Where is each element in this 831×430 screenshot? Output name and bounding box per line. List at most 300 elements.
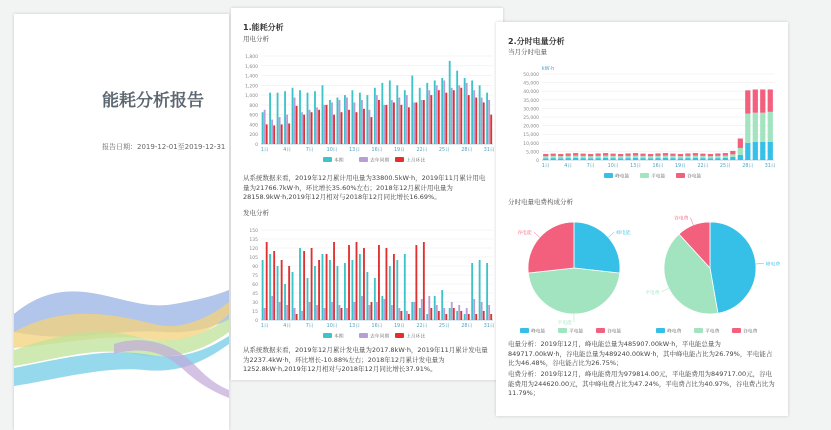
bar bbox=[434, 80, 436, 144]
bar bbox=[361, 100, 363, 144]
bar-segment bbox=[640, 158, 645, 160]
bar-segment bbox=[603, 158, 608, 160]
y-tick-label: 35,000 bbox=[523, 98, 539, 104]
bar bbox=[404, 254, 406, 320]
y-tick-label: 0 bbox=[255, 319, 258, 324]
bar bbox=[464, 314, 466, 320]
bar bbox=[406, 95, 408, 144]
bar bbox=[314, 266, 316, 320]
time-of-use-page bbox=[496, 22, 788, 416]
bar-segment bbox=[745, 90, 750, 113]
bar bbox=[292, 272, 294, 320]
bar-segment bbox=[610, 158, 615, 160]
bar bbox=[479, 85, 481, 144]
y-tick-label: 15 bbox=[252, 310, 258, 315]
bar bbox=[438, 311, 440, 320]
bar-segment bbox=[603, 153, 608, 155]
bar-segment bbox=[610, 154, 615, 156]
bar bbox=[371, 117, 373, 144]
bar bbox=[486, 93, 488, 144]
bar bbox=[426, 83, 428, 144]
bar bbox=[309, 110, 311, 144]
bar bbox=[404, 90, 406, 144]
bar bbox=[337, 98, 339, 144]
x-tick-label: 25日 bbox=[719, 164, 731, 169]
x-tick-label: 22日 bbox=[416, 324, 428, 329]
pie-slice-label: 谷电能 bbox=[517, 230, 532, 236]
bar bbox=[354, 302, 356, 320]
legend-swatch bbox=[395, 333, 404, 338]
x-tick-label: 22日 bbox=[416, 148, 428, 153]
pie-slice bbox=[710, 222, 756, 313]
bar bbox=[378, 245, 380, 320]
bar bbox=[443, 308, 445, 320]
bar-segment bbox=[551, 156, 556, 158]
bar bbox=[326, 105, 328, 144]
bar bbox=[376, 302, 378, 320]
bar-segment bbox=[573, 158, 578, 160]
x-tick-label: 1日 bbox=[260, 324, 269, 329]
legend-swatch bbox=[732, 328, 741, 333]
bar-segment bbox=[753, 113, 758, 142]
y-tick-label: 20,000 bbox=[523, 124, 539, 130]
bar-segment bbox=[640, 154, 645, 156]
bar bbox=[396, 85, 398, 144]
bar-segment bbox=[738, 139, 743, 148]
bar-segment bbox=[730, 154, 735, 157]
bar bbox=[423, 242, 425, 320]
bar bbox=[344, 263, 346, 320]
legend-label: 谷电能 bbox=[687, 174, 702, 180]
y-tick-label: 50,000 bbox=[523, 73, 539, 78]
bar bbox=[299, 90, 301, 144]
bar bbox=[348, 245, 350, 320]
x-tick-label: 16日 bbox=[371, 148, 383, 153]
bar bbox=[366, 95, 368, 144]
bar bbox=[279, 302, 281, 320]
pie-slice-label: 峰电费 bbox=[765, 262, 781, 268]
bar bbox=[396, 260, 398, 320]
bar bbox=[286, 305, 288, 320]
bar bbox=[269, 254, 271, 320]
x-tick-label: 7日 bbox=[586, 164, 595, 169]
bar-segment bbox=[581, 154, 586, 156]
legend-swatch bbox=[596, 328, 605, 333]
bar-segment bbox=[768, 112, 773, 142]
legend-swatch bbox=[558, 328, 567, 333]
energy-composition-text: 电量分析：2019年12月，峰电能总量为485907.00kW·h，平电能总量为849717.00kW·h，谷电能总量为489240.00kW·h，其中峰电能占比为26.79%，平电能占比为46.48%，谷电能占比为26.75%； bbox=[508, 340, 773, 367]
bar bbox=[436, 305, 438, 320]
bar bbox=[301, 311, 303, 320]
legend-label: 去年同期 bbox=[370, 158, 390, 164]
cover-ribbon-decoration bbox=[14, 14, 229, 430]
bar bbox=[445, 314, 447, 320]
bar-segment bbox=[648, 158, 653, 160]
bar bbox=[488, 305, 490, 320]
bar-segment bbox=[596, 153, 601, 155]
bar-segment bbox=[566, 153, 571, 155]
bar bbox=[324, 105, 326, 144]
bar bbox=[383, 299, 385, 320]
energy-analysis-page bbox=[231, 8, 503, 380]
y-tick-label: 90 bbox=[252, 265, 258, 270]
bar-segment bbox=[543, 156, 548, 158]
y-tick-label: 25,000 bbox=[523, 116, 539, 121]
bar-segment bbox=[655, 153, 660, 155]
pie-slice-label: 平电费 bbox=[645, 290, 660, 296]
report-date-range: 2019-12-01至2019-12-31 bbox=[137, 143, 226, 151]
pie-leader-line bbox=[690, 218, 693, 225]
x-tick-label: 10日 bbox=[326, 148, 338, 153]
bar-segment bbox=[685, 156, 690, 158]
bar bbox=[266, 242, 268, 320]
bar bbox=[456, 71, 458, 144]
bar bbox=[381, 296, 383, 320]
bar bbox=[413, 102, 415, 144]
legend-swatch bbox=[694, 328, 703, 333]
bar-segment bbox=[685, 158, 690, 160]
bar-segment bbox=[753, 142, 758, 160]
bar bbox=[307, 93, 309, 144]
y-tick-label: 0 bbox=[255, 143, 258, 148]
bar bbox=[311, 248, 313, 320]
bar bbox=[348, 110, 350, 144]
legend-label: 谷电能 bbox=[607, 329, 622, 335]
bar bbox=[284, 284, 286, 320]
bar bbox=[296, 314, 298, 320]
bar-segment bbox=[708, 154, 713, 156]
bar bbox=[411, 302, 413, 320]
bar-segment bbox=[551, 154, 556, 156]
y-tick-label: 40,000 bbox=[523, 90, 539, 96]
bar-segment bbox=[715, 156, 720, 158]
bar bbox=[408, 107, 410, 144]
report-title: 能耗分析报告 bbox=[102, 91, 204, 111]
x-tick-label: 28日 bbox=[461, 148, 473, 153]
y-tick-label: 1,200 bbox=[245, 84, 258, 90]
bar bbox=[366, 272, 368, 320]
bar bbox=[386, 105, 388, 144]
bar bbox=[314, 91, 316, 144]
bar bbox=[383, 105, 385, 144]
generation-analysis-text: 从系统数据来看，2019年12月累计发电量为2017.8kW·h，2019年11月累计发电量为2237.4kW·h，环比增长-10.88%左右；2018年12月累计发电量为1252.8kW·h,2019年12月相对与2018年12月同比增长37.91%。 bbox=[243, 346, 488, 373]
bar bbox=[374, 278, 376, 320]
bar bbox=[341, 112, 343, 144]
cost-composition-pies bbox=[496, 206, 788, 346]
bar bbox=[486, 263, 488, 320]
bar-segment bbox=[633, 156, 638, 158]
bar bbox=[479, 260, 481, 320]
bar bbox=[428, 90, 430, 144]
x-tick-label: 13日 bbox=[630, 164, 642, 169]
y-tick-label: 150 bbox=[249, 229, 258, 234]
y-tick-label: 10,000 bbox=[523, 141, 539, 147]
y-tick-label: 45 bbox=[252, 292, 258, 297]
bar bbox=[339, 305, 341, 320]
bar bbox=[460, 88, 462, 144]
x-tick-label: 31日 bbox=[483, 324, 495, 329]
bar bbox=[430, 95, 432, 144]
bar bbox=[468, 314, 470, 320]
y-axis-unit: kW·h bbox=[541, 66, 555, 72]
bar bbox=[468, 95, 470, 144]
bar-segment bbox=[700, 154, 705, 156]
x-tick-label: 4日 bbox=[564, 164, 573, 169]
bar bbox=[391, 305, 393, 320]
bar-segment bbox=[596, 156, 601, 158]
bar bbox=[279, 117, 281, 144]
x-tick-label: 4日 bbox=[283, 324, 292, 329]
y-tick-label: 800 bbox=[249, 103, 258, 109]
bar bbox=[363, 109, 365, 144]
section-title-time-of-use: 2.分时电量分析 bbox=[508, 37, 565, 46]
x-tick-label: 19日 bbox=[393, 324, 405, 329]
legend-label: 上月环比 bbox=[406, 334, 426, 340]
bar bbox=[386, 248, 388, 320]
pie-leader-line bbox=[662, 288, 669, 292]
bar bbox=[356, 112, 358, 144]
bar bbox=[483, 102, 485, 144]
x-tick-label: 16日 bbox=[371, 324, 383, 329]
x-tick-label: 22日 bbox=[697, 164, 709, 169]
y-tick-label: 15,000 bbox=[523, 133, 539, 139]
pie-leader-line bbox=[756, 263, 764, 264]
legend-label: 平电能 bbox=[651, 174, 666, 180]
bar bbox=[262, 260, 264, 320]
x-tick-label: 25日 bbox=[438, 148, 450, 153]
bar-segment bbox=[625, 158, 630, 160]
bar bbox=[436, 85, 438, 144]
bar-segment bbox=[566, 158, 571, 160]
bar-segment bbox=[708, 156, 713, 158]
bar bbox=[303, 115, 305, 144]
bar bbox=[421, 100, 423, 144]
pie-slice-label: 谷电费 bbox=[674, 216, 689, 222]
bar-segment bbox=[543, 154, 548, 156]
bar-segment bbox=[745, 143, 750, 160]
bar bbox=[359, 93, 361, 144]
bar bbox=[428, 296, 430, 320]
bar bbox=[441, 290, 443, 320]
bar bbox=[281, 260, 283, 320]
bar bbox=[449, 308, 451, 320]
bar bbox=[400, 105, 402, 144]
bar bbox=[324, 308, 326, 320]
bar bbox=[346, 98, 348, 144]
x-tick-label: 7日 bbox=[305, 324, 314, 329]
y-tick-label: 60 bbox=[252, 283, 258, 288]
bar-segment bbox=[678, 158, 683, 160]
bar bbox=[415, 245, 417, 320]
pie-leader-line bbox=[608, 232, 614, 237]
section-title-energy: 1.能耗分析 bbox=[243, 23, 284, 32]
legend-swatch bbox=[359, 157, 368, 162]
bar bbox=[376, 95, 378, 144]
y-tick-label: 1,800 bbox=[245, 55, 258, 60]
legend-label: 本期 bbox=[334, 334, 344, 340]
bar bbox=[449, 61, 451, 144]
bar bbox=[451, 88, 453, 144]
bar bbox=[368, 305, 370, 320]
bar-segment bbox=[618, 154, 623, 156]
bar-segment bbox=[663, 153, 668, 155]
bar bbox=[415, 102, 417, 144]
legend-swatch bbox=[604, 173, 613, 178]
y-tick-label: 45,000 bbox=[523, 81, 539, 87]
bar-segment bbox=[768, 142, 773, 160]
bar bbox=[475, 98, 477, 144]
generation-chart bbox=[231, 216, 503, 340]
legend-swatch bbox=[640, 173, 649, 178]
bar-segment bbox=[573, 156, 578, 158]
electricity-analysis-text: 从系统数据来看，2019年12月累计用电量为33800.5kW·h，2019年11月累计用电量为21766.7kW·h，环比增长35.60%左右；2018年12月累计用电量为28158.9kW·h,2019年12月相对与2018年12月同比增长16.69%。 bbox=[243, 174, 486, 201]
bar bbox=[281, 124, 283, 144]
bar bbox=[322, 254, 324, 320]
bar-segment bbox=[768, 89, 773, 111]
bar bbox=[443, 80, 445, 144]
bar bbox=[299, 248, 301, 320]
bar bbox=[329, 260, 331, 320]
bar-segment bbox=[558, 156, 563, 158]
bar bbox=[426, 314, 428, 320]
bar bbox=[481, 302, 483, 320]
bar-segment bbox=[685, 153, 690, 155]
bar bbox=[288, 266, 290, 320]
bar-segment bbox=[693, 153, 698, 155]
bar bbox=[309, 302, 311, 320]
bar-segment bbox=[738, 155, 743, 160]
bar bbox=[490, 314, 492, 320]
y-tick-label: 1,000 bbox=[245, 94, 258, 100]
y-tick-label: 105 bbox=[249, 256, 258, 261]
y-tick-label: 1,400 bbox=[245, 74, 258, 80]
bar-segment bbox=[708, 158, 713, 160]
bar-segment bbox=[633, 153, 638, 155]
bar bbox=[339, 100, 341, 144]
y-tick-label: 30 bbox=[252, 301, 258, 306]
bar-segment bbox=[655, 156, 660, 158]
bar bbox=[490, 115, 492, 144]
x-tick-label: 19日 bbox=[393, 148, 405, 153]
bar bbox=[351, 90, 353, 144]
legend-label: 本期 bbox=[334, 158, 344, 164]
report-date bbox=[102, 142, 225, 152]
bar-segment bbox=[663, 158, 668, 160]
bar-segment bbox=[596, 158, 601, 160]
bar-segment bbox=[588, 154, 593, 156]
bar bbox=[329, 100, 331, 144]
y-tick-label: 30,000 bbox=[523, 107, 539, 113]
bar bbox=[277, 266, 279, 320]
x-tick-label: 16日 bbox=[652, 164, 664, 169]
bar bbox=[453, 90, 455, 144]
pie-slice bbox=[528, 268, 619, 314]
x-tick-label: 28日 bbox=[461, 324, 473, 329]
bar bbox=[318, 110, 320, 144]
legend-label: 谷电费 bbox=[743, 329, 758, 335]
y-tick-label: 0 bbox=[536, 159, 539, 164]
y-tick-label: 120 bbox=[249, 247, 258, 252]
y-tick-label: 600 bbox=[249, 113, 258, 119]
bar bbox=[458, 305, 460, 320]
bar bbox=[344, 95, 346, 144]
bar bbox=[337, 266, 339, 320]
legend-label: 平电能 bbox=[569, 329, 584, 335]
bar-segment bbox=[566, 156, 571, 158]
bar bbox=[374, 88, 376, 144]
bar bbox=[269, 93, 271, 144]
bar bbox=[368, 110, 370, 144]
pie-leader-line bbox=[534, 232, 540, 237]
bar bbox=[284, 91, 286, 144]
cost-composition-text: 电费分析：2019年12月，峰电能费用为979814.00元，平电能费用为849717.00元，谷电能费用为244620.00元，其中峰电费占比为47.24%，平电费占比为40.97%，谷电费占比为11.79%； bbox=[508, 370, 775, 397]
x-tick-label: 19日 bbox=[674, 164, 686, 169]
bar bbox=[481, 98, 483, 144]
legend-swatch bbox=[520, 328, 529, 333]
bar-segment bbox=[648, 154, 653, 156]
bar bbox=[262, 112, 264, 144]
y-tick-label: 75 bbox=[252, 274, 258, 279]
bar-segment bbox=[738, 148, 743, 155]
bar-segment bbox=[663, 156, 668, 158]
bar bbox=[453, 308, 455, 320]
x-tick-label: 4日 bbox=[283, 148, 292, 153]
bar-segment bbox=[551, 158, 556, 160]
bar-segment bbox=[723, 153, 728, 155]
bar-segment bbox=[730, 157, 735, 160]
bar-segment bbox=[625, 153, 630, 155]
bar bbox=[471, 263, 473, 320]
bar bbox=[266, 124, 268, 144]
bar-segment bbox=[655, 158, 660, 160]
bar-segment bbox=[625, 156, 630, 158]
legend-label: 峰电费 bbox=[667, 329, 682, 335]
bar-segment bbox=[745, 114, 750, 143]
bar bbox=[301, 112, 303, 144]
bar-segment bbox=[723, 158, 728, 160]
bar bbox=[406, 311, 408, 320]
x-tick-label: 1日 bbox=[260, 148, 269, 153]
bar bbox=[316, 107, 318, 144]
bar bbox=[273, 125, 275, 144]
bar bbox=[441, 78, 443, 144]
legend-swatch bbox=[676, 173, 685, 178]
bar-segment bbox=[700, 156, 705, 158]
bar-segment bbox=[715, 158, 720, 160]
bar-segment bbox=[588, 158, 593, 160]
bar-segment bbox=[760, 142, 765, 160]
bar bbox=[471, 80, 473, 144]
bar bbox=[475, 314, 477, 320]
bar bbox=[473, 299, 475, 320]
legend-label: 峰电能 bbox=[615, 174, 630, 180]
bar bbox=[483, 311, 485, 320]
bar bbox=[389, 266, 391, 320]
chart-title-generation: 发电分析 bbox=[243, 209, 269, 217]
bar bbox=[351, 260, 353, 320]
bar bbox=[460, 311, 462, 320]
bar bbox=[354, 102, 356, 144]
legend-label: 去年同期 bbox=[370, 334, 390, 340]
bar bbox=[294, 308, 296, 320]
bar bbox=[273, 251, 275, 320]
pie-section-title: 分时电量电费构成分析 bbox=[508, 198, 573, 206]
bar-segment bbox=[581, 158, 586, 160]
bar-segment bbox=[618, 158, 623, 160]
bar bbox=[398, 308, 400, 320]
bar-segment bbox=[715, 153, 720, 155]
y-tick-label: 135 bbox=[249, 238, 258, 243]
